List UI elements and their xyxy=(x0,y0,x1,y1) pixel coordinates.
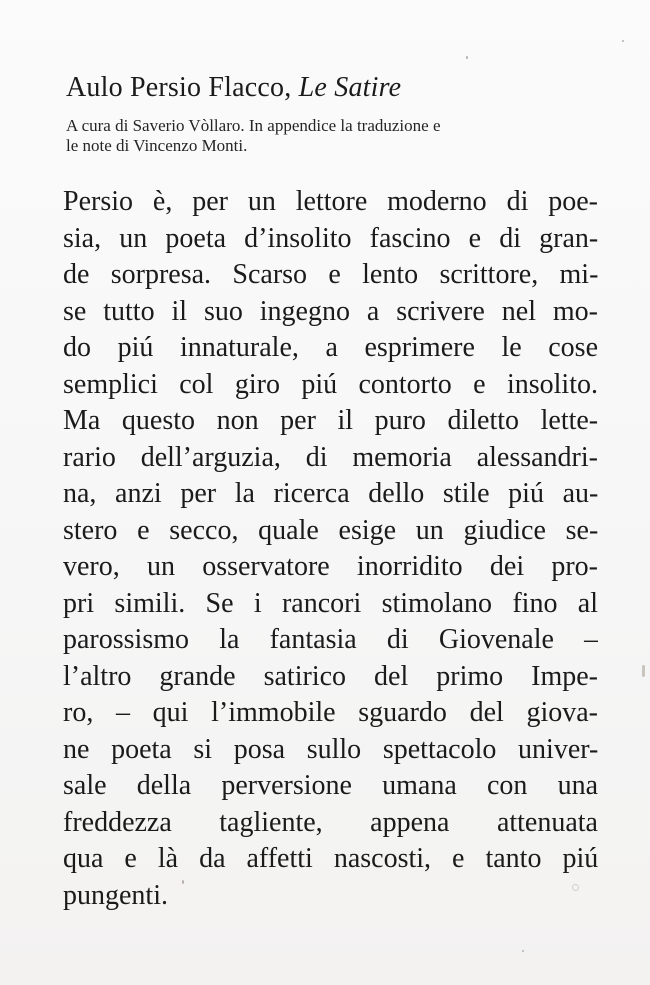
editor-note-line: le note di Vincenzo Monti. xyxy=(66,136,248,155)
book-title-block xyxy=(66,70,606,106)
paragraph-line: rario dell’arguzia, di memoria alessandri- xyxy=(63,441,598,473)
paragraph-line: ro, – qui l’immobile sguardo del giova- xyxy=(63,697,598,728)
paragraph-line: parossismo la fantasia di Giovenale – xyxy=(63,624,598,655)
paper-speck xyxy=(622,40,624,42)
paragraph-line: sale della perversione umana con una xyxy=(63,770,598,801)
paragraph-line: Persio è, per un lettore moderno di poe- xyxy=(63,186,598,217)
paragraph-line: pri simili. Se i rancori stimolano fino al xyxy=(63,587,598,619)
paragraph-line: l’altro grande satirico del primo Impe- xyxy=(63,660,598,692)
editor-note xyxy=(66,116,606,156)
paragraph-line: freddezza tagliente, appena attenuata xyxy=(63,806,598,838)
paragraph-line: se tutto il suo ingegno a scrivere nel mo- xyxy=(63,295,598,327)
author-name: Aulo Persio Flacco, xyxy=(66,72,292,103)
paper-speck xyxy=(466,56,468,59)
paragraph-line: Ma questo non per il puro diletto lette- xyxy=(63,405,598,436)
paragraph-line: sia, un poeta d’insolito fascino e di gran- xyxy=(63,222,598,254)
paragraph-line: stero e secco, quale esige un giudice se- xyxy=(63,514,598,546)
paragraph-line: na, anzi per la ricerca dello stile piú au- xyxy=(63,478,598,509)
paragraph-line: pungenti. xyxy=(63,879,168,911)
paper-speck xyxy=(642,665,645,677)
paragraph-line: de sorpresa. Scarso e lento scrittore, mi- xyxy=(63,259,598,290)
blurb-paragraph xyxy=(63,184,598,914)
paper-speck xyxy=(182,880,184,884)
paragraph-line: qua e là da affetti nascosti, e tanto piú xyxy=(63,843,598,874)
paragraph-line: vero, un osservatore inorridito dei pro- xyxy=(63,551,598,582)
paper-speck xyxy=(572,884,579,891)
paper-speck xyxy=(522,950,524,952)
paragraph-line: semplici col giro piú contorto e insolito. xyxy=(63,368,598,400)
paragraph-line: ne poeta si posa sullo spettacolo univer- xyxy=(63,733,598,765)
work-title: Le Satire xyxy=(298,72,402,103)
paragraph-line: do piú innaturale, a esprimere le cose xyxy=(63,332,598,363)
editor-note-line: A cura di Saverio Vòllaro. In appendice la traduzione e xyxy=(66,116,441,135)
book-title xyxy=(66,70,606,106)
